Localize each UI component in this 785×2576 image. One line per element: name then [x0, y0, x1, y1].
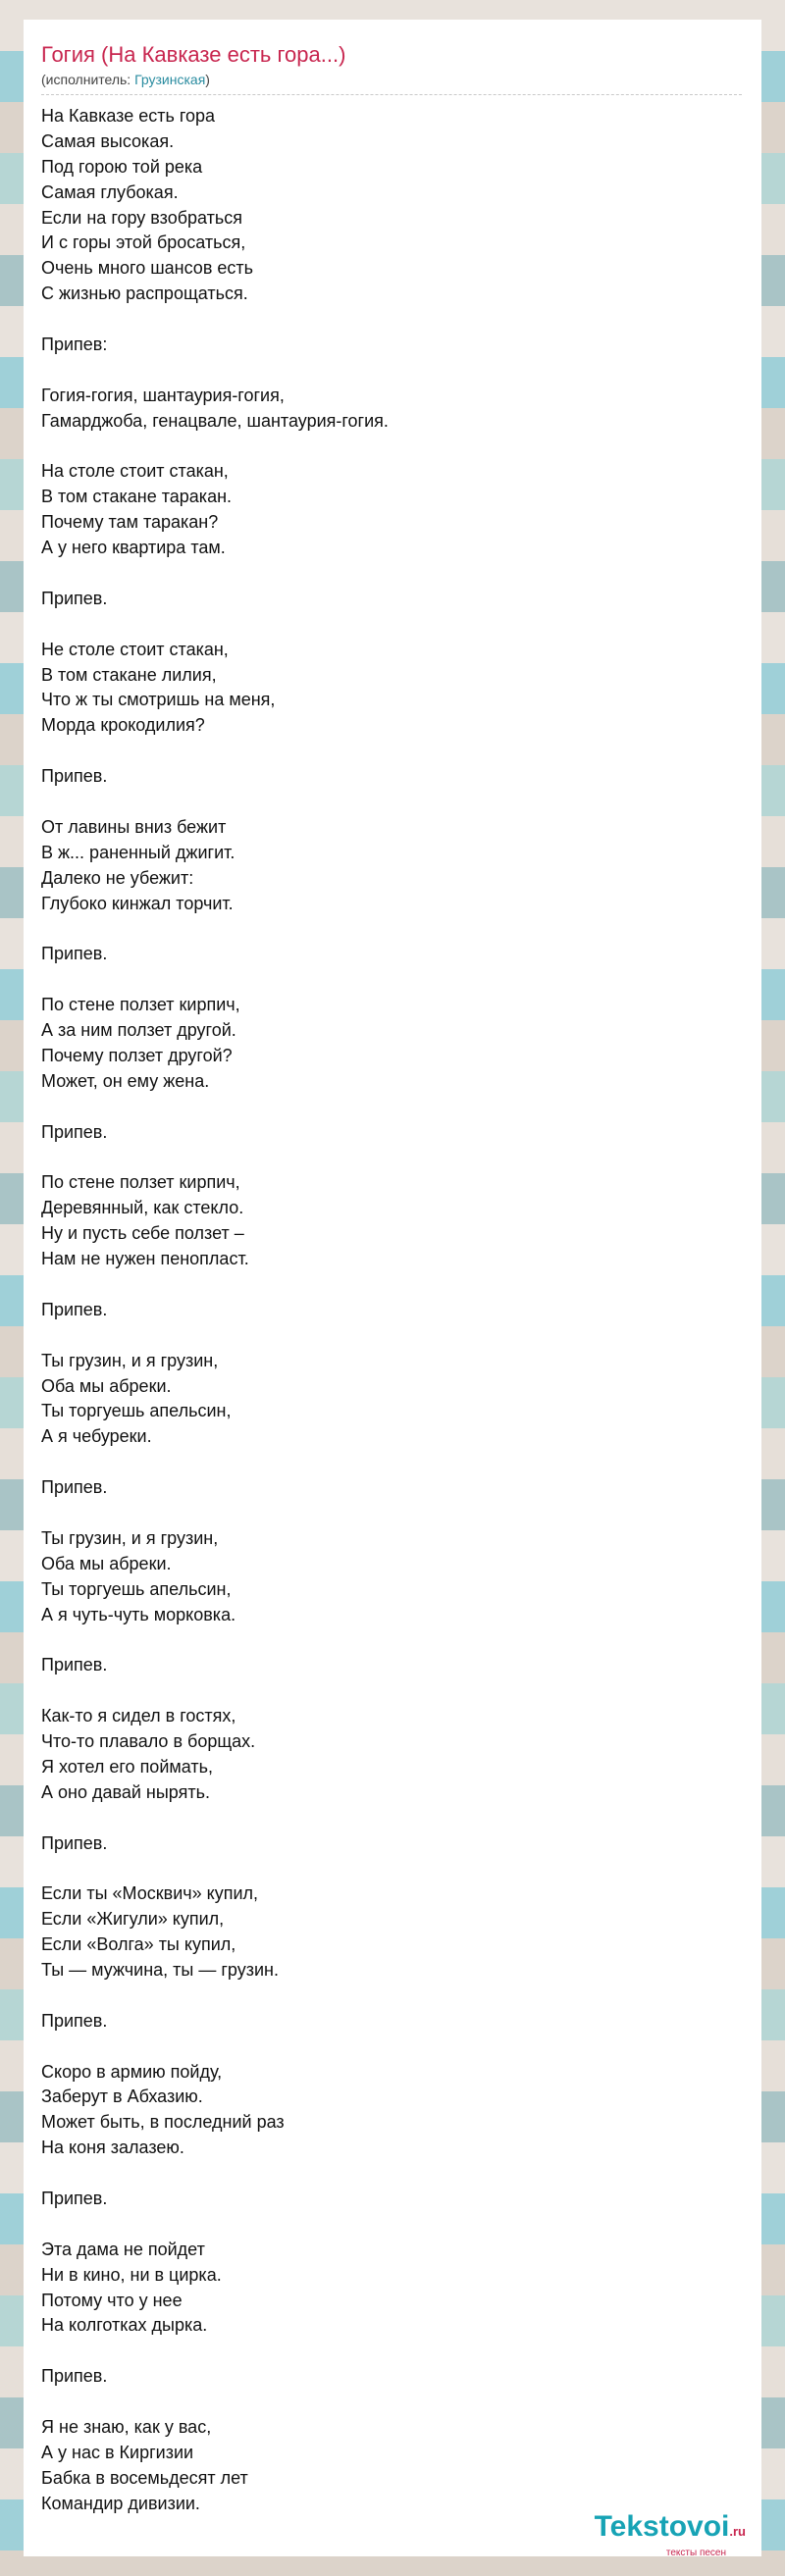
logo-tagline: тексты песен	[665, 2548, 726, 2558]
blank-line	[41, 739, 744, 764]
lyric-line: Если на гору взобраться	[41, 207, 243, 228]
lyric-line: Нам не нужен пенопласт.	[41, 1249, 249, 1269]
lyric-line: Припев.	[41, 1832, 108, 1853]
lyric-line: Почему ползет другой?	[41, 1045, 233, 1065]
lyric-line: На коня залазею.	[41, 2138, 184, 2158]
blank-line	[41, 1450, 744, 1475]
blank-line	[41, 1272, 744, 1298]
lyric-line: В ж... раненный джигит.	[41, 842, 236, 862]
lyric-line: А я чуть-чуть морковка.	[41, 1604, 236, 1624]
lyric-line: Почему там таракан?	[41, 512, 219, 533]
lyric-line: Припев:	[41, 335, 108, 355]
lyric-line: Что-то плавало в борщах.	[41, 1731, 256, 1751]
blank-line	[41, 2390, 744, 2415]
lyric-line: Припев.	[41, 766, 108, 787]
lyric-line: На столе стоит стакан,	[41, 461, 229, 482]
blank-line	[41, 1806, 744, 1831]
lyric-line: Эта дама не пойдет	[41, 2239, 205, 2259]
lyric-line: Самая глубокая.	[41, 181, 179, 202]
lyric-line: Ты торгуешь апельсин,	[41, 1401, 232, 1421]
lyric-line: На колготках дырка.	[41, 2315, 208, 2336]
performer-prefix: (исполнитель:	[41, 72, 135, 87]
lyric-line: И с горы этой бросаться,	[41, 232, 246, 253]
lyric-line: Припев.	[41, 1299, 108, 1319]
blank-line	[41, 1856, 744, 1881]
lyric-line: Припев.	[41, 944, 108, 964]
blank-line	[41, 435, 744, 460]
song-title: Гогия (На Кавказе есть гора...)	[41, 42, 346, 67]
lyric-line: По стене ползет кирпич,	[41, 995, 240, 1015]
lyric-line: Глубоко кинжал торчит.	[41, 893, 234, 913]
lyric-line: Может, он ему жена.	[41, 1070, 210, 1091]
lyric-line: Очень много шансов есть	[41, 258, 254, 279]
lyric-line: Я не знаю, как у вас,	[41, 2417, 212, 2438]
lyric-line: Если ты «Москвич» купил,	[41, 1883, 259, 1904]
lyric-line: В том стакане лилия,	[41, 664, 217, 685]
lyric-line: Морда крокодилия?	[41, 715, 205, 736]
lyric-line: Припев.	[41, 1655, 108, 1675]
lyric-line: Ты — мужчина, ты — грузин.	[41, 1960, 279, 1981]
lyric-line: А за ним ползет другой.	[41, 1020, 236, 1041]
blank-line	[41, 358, 744, 384]
lyric-line: Припев.	[41, 588, 108, 608]
blank-line	[41, 917, 744, 943]
lyric-line: Командир дивизии.	[41, 2493, 200, 2513]
blank-line	[41, 2035, 744, 2060]
lyric-line: Гамарджоба, генацвале, шантаурия-гогия.	[41, 410, 389, 431]
lyric-line: Заберут в Абхазию.	[41, 2087, 203, 2107]
lyric-line: По стене ползет кирпич,	[41, 1172, 240, 1193]
lyric-line: Деревянный, как стекло.	[41, 1198, 244, 1218]
blank-line	[41, 790, 744, 815]
lyric-line: Припев.	[41, 1121, 108, 1142]
blank-line	[41, 1501, 744, 1526]
lyric-line: Если «Волга» ты купил,	[41, 1934, 236, 1955]
lyric-line: Что ж ты смотришь на меня,	[41, 690, 276, 710]
lyrics-card	[24, 20, 761, 2556]
lyric-line: А оно давай нырять.	[41, 1781, 210, 1802]
blank-line	[41, 1095, 744, 1120]
lyric-line: На Кавказе есть гора	[41, 106, 216, 126]
lyric-line: А я чебуреки.	[41, 1426, 152, 1447]
lyric-line: А у него квартира там.	[41, 538, 226, 558]
lyric-line: Самая высокая.	[41, 130, 175, 151]
lyric-line: С жизнью распрощаться.	[41, 283, 248, 304]
lyric-line: Припев.	[41, 2010, 108, 2031]
lyric-line: От лавины вниз бежит	[41, 816, 227, 837]
performer-suffix: )	[205, 72, 210, 87]
performer-link[interactable]: Грузинская	[134, 72, 206, 87]
lyric-line: Припев.	[41, 1477, 108, 1498]
lyric-line: Ну и пусть себе ползет –	[41, 1223, 244, 1244]
blank-line	[41, 2212, 744, 2238]
blank-line	[41, 1323, 744, 1349]
lyric-line: А у нас в Киргизии	[41, 2442, 194, 2462]
logo-domain: .ru	[729, 2524, 746, 2539]
blank-line	[41, 2161, 744, 2187]
lyric-line: Припев.	[41, 2189, 108, 2209]
logo-main-text: Tekstovoi	[594, 2510, 730, 2543]
site-logo[interactable]	[595, 2512, 746, 2558]
title-divider	[41, 94, 742, 95]
lyric-line: Я хотел его поймать,	[41, 1756, 213, 1777]
lyric-line: Потому что у нее	[41, 2290, 183, 2310]
lyric-line: Ты торгуешь апельсин,	[41, 1578, 232, 1599]
lyric-line: Ты грузин, и я грузин,	[41, 1350, 219, 1370]
lyric-line: Припев.	[41, 2366, 108, 2387]
blank-line	[41, 612, 744, 638]
lyric-line: Гогия-гогия, шантаурия-гогия,	[41, 385, 285, 405]
blank-line	[41, 967, 744, 993]
lyric-line: Оба мы абреки.	[41, 1375, 172, 1396]
lyric-line: Ты грузин, и я грузин,	[41, 1527, 219, 1548]
lyric-line: Бабка в восемьдесят лет	[41, 2467, 248, 2488]
lyric-line: Как-то я сидел в гостях,	[41, 1706, 236, 1726]
lyric-line: Оба мы абреки.	[41, 1553, 172, 1573]
blank-line	[41, 2339, 744, 2364]
lyric-line: Если «Жигули» купил,	[41, 1909, 225, 1930]
lyric-line: Не столе стоит стакан,	[41, 639, 229, 659]
lyric-line: Может быть, в последний раз	[41, 2112, 285, 2133]
blank-line	[41, 1984, 744, 2009]
logo-wordmark	[595, 2512, 746, 2547]
lyric-line: Ни в кино, ни в цирка.	[41, 2264, 222, 2285]
blank-line	[41, 1146, 744, 1171]
lyric-line: Далеко не убежит:	[41, 867, 194, 888]
lyrics-text	[41, 104, 744, 2517]
blank-line	[41, 561, 744, 587]
performer-line	[41, 71, 744, 88]
blank-line	[41, 1627, 744, 1653]
blank-line	[41, 1678, 744, 1704]
lyric-line: Скоро в армию пойду,	[41, 2061, 223, 2082]
lyric-line: Под горою той река	[41, 156, 203, 177]
lyric-line: В том стакане таракан.	[41, 487, 233, 507]
blank-line	[41, 307, 744, 333]
